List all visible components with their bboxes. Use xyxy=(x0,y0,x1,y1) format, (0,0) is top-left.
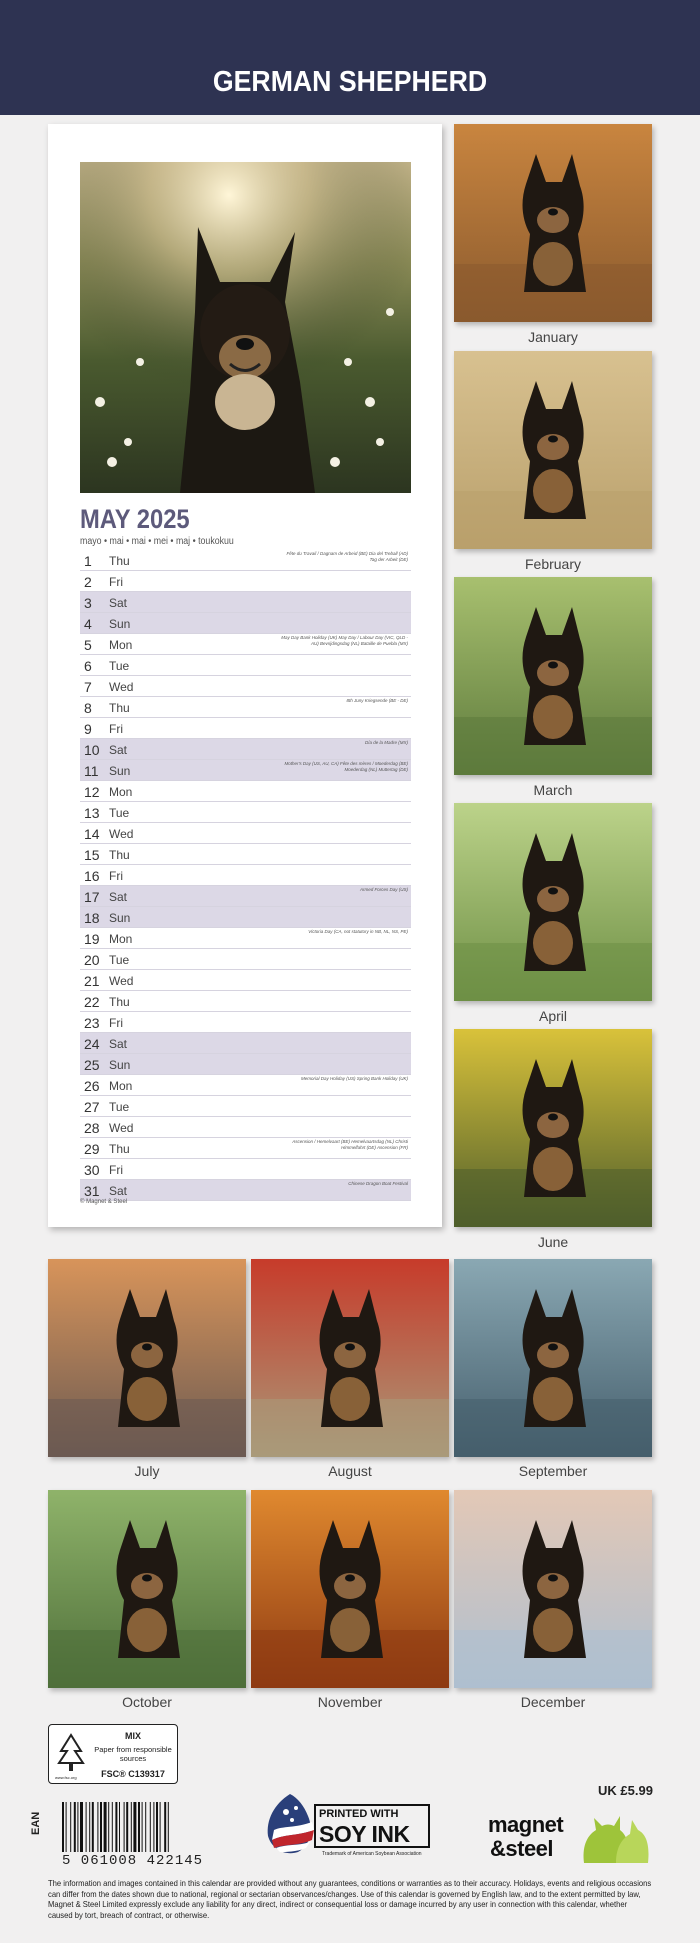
photo-december xyxy=(454,1490,652,1688)
day-weekday: Fri xyxy=(109,869,123,883)
day-number: 20 xyxy=(84,952,100,968)
day-row xyxy=(80,1180,411,1201)
day-row xyxy=(80,676,411,697)
day-weekday: Thu xyxy=(109,701,130,715)
photo-november xyxy=(251,1490,449,1688)
day-row xyxy=(80,739,411,760)
day-note: Memorial Day Holiday (US) Spring Bank Holiday (UK) xyxy=(300,1076,408,1081)
caption-october: October xyxy=(122,1694,172,1710)
brand-line-2: &steel xyxy=(490,1836,554,1861)
day-number: 2 xyxy=(84,574,92,590)
day-number: 27 xyxy=(84,1099,100,1115)
day-row xyxy=(80,760,411,781)
day-row xyxy=(80,1054,411,1075)
month-title: MAY 2025 xyxy=(80,504,190,534)
day-weekday: Sun xyxy=(109,617,131,631)
caption-august: August xyxy=(328,1463,372,1479)
day-note: Armed Forces Day (US) xyxy=(359,887,408,892)
day-row xyxy=(80,865,411,886)
day-note: Victoria Day (CA, not statutory in NB, NL, NS, PE) xyxy=(308,929,408,934)
day-note: Chinese Dragon Boat Festival xyxy=(348,1181,408,1186)
photo-august xyxy=(251,1259,449,1457)
day-number: 16 xyxy=(84,868,100,884)
day-weekday: Tue xyxy=(109,953,130,967)
photo-january xyxy=(454,124,652,322)
day-row xyxy=(80,928,411,949)
magnet-steel-logo xyxy=(488,1808,658,1868)
day-weekday: Sat xyxy=(109,743,128,757)
day-number: 24 xyxy=(84,1036,100,1052)
day-row xyxy=(80,634,411,655)
caption-december: December xyxy=(520,1694,586,1710)
day-row xyxy=(80,907,411,928)
day-number: 10 xyxy=(84,742,100,758)
caption-march: March xyxy=(533,782,573,798)
day-row xyxy=(80,718,411,739)
day-number: 15 xyxy=(84,847,100,863)
day-number: 3 xyxy=(84,595,92,611)
copyright-note: © Magnet & Steel xyxy=(80,1199,128,1205)
soy-trademark: Trademark of American Soybean Association xyxy=(322,1851,422,1857)
day-weekday: Sun xyxy=(109,764,131,778)
brand-line-1: magnet xyxy=(488,1812,564,1837)
day-number: 1 xyxy=(84,553,92,569)
day-weekday: Sat xyxy=(109,596,128,610)
day-weekday: Thu xyxy=(109,995,130,1009)
day-weekday: Wed xyxy=(109,1121,134,1135)
day-weekday: Sun xyxy=(109,911,131,925)
day-row xyxy=(80,1033,411,1054)
day-weekday: Tue xyxy=(109,659,130,673)
day-number: 18 xyxy=(84,910,100,926)
day-row xyxy=(80,550,411,571)
day-number: 22 xyxy=(84,994,100,1010)
photo-september xyxy=(454,1259,652,1457)
day-weekday: Thu xyxy=(109,554,130,568)
day-row xyxy=(80,655,411,676)
day-weekday: Tue xyxy=(109,1100,130,1114)
day-weekday: Mon xyxy=(109,932,133,946)
calendar-page xyxy=(48,124,442,1227)
day-list xyxy=(80,550,411,1201)
caption-february: February xyxy=(524,556,582,572)
soy-line-1: PRINTED WITH xyxy=(319,1808,399,1820)
day-weekday: Wed xyxy=(109,827,134,841)
day-weekday: Thu xyxy=(109,1142,130,1156)
day-number: 21 xyxy=(84,973,100,989)
day-number: 5 xyxy=(84,637,92,653)
caption-january: January xyxy=(528,329,578,345)
day-row xyxy=(80,844,411,865)
day-number: 11 xyxy=(84,763,99,779)
day-note: Fête du Travail / Dagnam de Arbeid (BE) Dia del Treball (AD) Tag der Arbeit (DE) xyxy=(286,551,408,562)
day-note: Mother's Day (US, AU, CA) Fête des mères / Moederdag (BE) Moederdag (NL) Muttertag (DE) xyxy=(284,761,408,772)
day-weekday: Sat xyxy=(109,1037,128,1051)
day-row xyxy=(80,1159,411,1180)
soy-flag-icon xyxy=(262,1790,318,1860)
caption-july: July xyxy=(134,1463,160,1479)
day-weekday: Mon xyxy=(109,638,133,652)
photo-october xyxy=(48,1490,246,1688)
day-row xyxy=(80,823,411,844)
soy-line-2: SOY INK xyxy=(319,1821,410,1847)
day-weekday: Fri xyxy=(109,1016,123,1030)
day-number: 12 xyxy=(84,784,100,800)
ean-label: EAN xyxy=(30,1811,42,1835)
day-number: 19 xyxy=(84,931,100,947)
day-weekday: Fri xyxy=(109,575,123,589)
day-row xyxy=(80,571,411,592)
day-number: 4 xyxy=(84,616,92,632)
fsc-paper: Paper from responsible sources xyxy=(94,1745,172,1763)
day-weekday: Sat xyxy=(109,890,128,904)
photo-february xyxy=(454,351,652,549)
day-weekday: Fri xyxy=(109,1163,123,1177)
caption-april: April xyxy=(538,1008,567,1024)
day-weekday: Wed xyxy=(109,680,134,694)
day-number: 17 xyxy=(84,889,100,905)
day-number: 8 xyxy=(84,700,92,716)
fsc-code: FSC® C139317 xyxy=(101,1769,165,1779)
day-number: 7 xyxy=(84,679,92,695)
day-note: Ascension / Hemelvaart (BE) Hemelvaartsdag (NL) Christi Himmelfahrt (DE) Ascension (FR) xyxy=(292,1139,408,1150)
day-number: 25 xyxy=(84,1057,100,1073)
caption-september: September xyxy=(518,1463,588,1479)
month-translations: mayo • mai • mai • mei • maj • toukokuu xyxy=(80,536,234,547)
day-row xyxy=(80,592,411,613)
caption-june: June xyxy=(537,1234,569,1250)
day-row xyxy=(80,1117,411,1138)
day-number: 14 xyxy=(84,826,100,842)
fsc-mix: MIX xyxy=(124,1731,141,1741)
barcode-digits: 5 061008 422145 xyxy=(62,1853,204,1869)
day-number: 23 xyxy=(84,1015,100,1031)
soy-ink-logo xyxy=(262,1790,432,1865)
day-row xyxy=(80,949,411,970)
day-weekday: Wed xyxy=(109,974,134,988)
calendar-title: GERMAN SHEPHERD xyxy=(212,66,488,98)
day-row xyxy=(80,697,411,718)
day-row xyxy=(80,991,411,1012)
day-row xyxy=(80,1012,411,1033)
day-weekday: Mon xyxy=(109,785,133,799)
photo-april xyxy=(454,803,652,1001)
day-row xyxy=(80,613,411,634)
day-number: 30 xyxy=(84,1162,100,1178)
day-number: 29 xyxy=(84,1141,100,1157)
photo-july xyxy=(48,1259,246,1457)
fsc-url: www.fsc.org xyxy=(55,1775,77,1780)
day-row xyxy=(80,970,411,991)
day-note: May Day Bank Holiday (UK) May Day / Labour Day (VIC, QLD - AU) Bevrijdingsdag (NL) Bataille de Puebla (MX) xyxy=(281,635,408,646)
cat-dog-logo-icon xyxy=(576,1808,651,1868)
day-row xyxy=(80,1096,411,1117)
barcode xyxy=(62,1802,196,1852)
hero-dog-photo xyxy=(80,162,411,493)
day-weekday: Thu xyxy=(109,848,130,862)
fsc-tree-icon xyxy=(57,1733,85,1773)
day-number: 26 xyxy=(84,1078,100,1094)
day-note: 8th Juny Kriegsende (BE - DE) xyxy=(346,698,408,703)
day-row xyxy=(80,1138,411,1159)
legal-disclaimer: The information and images contained in this calendar are provided without any guarantees, conditions or warranties as to their accuracy. Holidays, events and religious occasions can differ from the dates shown due to national, regional or sectarian observances/changes. Use of this calendar is governed by English law, and to the extent permitted by law, Magnet & Steel Limited expressly exclude any liability for any direct, indirect or consequential loss or damage incurred by any user in connection with this calendar, whether caused by tort, breach of contract, or otherwise. xyxy=(48,1878,652,1920)
day-weekday: Sun xyxy=(109,1058,131,1072)
photo-june xyxy=(454,1029,652,1227)
day-weekday: Tue xyxy=(109,806,130,820)
day-weekday: Mon xyxy=(109,1079,133,1093)
day-note: Día de la Madre (MX) xyxy=(364,740,408,745)
header-banner xyxy=(0,0,700,115)
day-number: 31 xyxy=(84,1183,100,1199)
day-row xyxy=(80,802,411,823)
day-row xyxy=(80,781,411,802)
day-number: 6 xyxy=(84,658,92,674)
price-label: UK £5.99 xyxy=(598,1783,653,1798)
day-row xyxy=(80,886,411,907)
photo-march xyxy=(454,577,652,775)
day-number: 9 xyxy=(84,721,92,737)
day-weekday: Fri xyxy=(109,722,123,736)
day-number: 28 xyxy=(84,1120,100,1136)
day-row xyxy=(80,1075,411,1096)
day-weekday: Sat xyxy=(109,1184,128,1198)
day-number: 13 xyxy=(84,805,100,821)
fsc-logo-box xyxy=(48,1724,178,1784)
caption-november: November xyxy=(317,1694,383,1710)
